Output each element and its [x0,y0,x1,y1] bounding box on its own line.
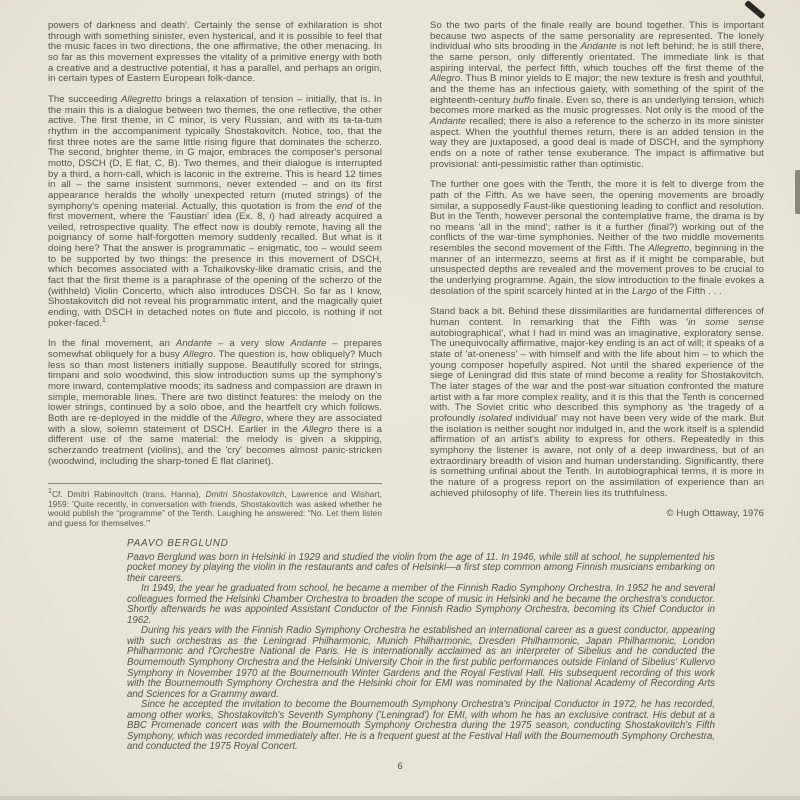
essay-paragraph: The succeeding Allegretto brings a relaxation of tension – initially, that is. In the main this is a dialogue between two themes, the one reflective, the other active. The first theme, in C minor, is very Russian, and with its ta-ta-tum rhythm in the accompaniment typically Shostakovitch. Notice, too, that the first three notes are the same little rising figure that dominates the scherzo. The second, brighter theme, in G major, embraces the composer's personal motto, DSCH (D, E flat, C, B). Two themes, and their dialogue is interrupted by a third, a horn-call, which is laconic in the extreme. This is heard 12 times in all – the same insistent summons, never extended – and on its first appearance heralds the wholly unexpected return (muted strings) of the symphony's opening material. Actually, this quotation is from the end of the first movement, where the 'Faustian' idea (Ex. 8, i) had already acquired a veiled, retrospective quality. The effect now is doubly remote, having all the poignancy of some half-forgotten memory suddenly recalled. But what is it doing here? That the answer is programmatic – enigmatic, too – would seem to be supported by two things: the presence in this movement of DSCH, which becomes associated with a Tchaikovsky-like dramatic crisis, and the fact that the first theme is a paraphrase of the opening of the scherzo of the (withheld) Violin Concerto, which also introduces DSCH. So far as I know, Shostakovitch did not reveal his programmatic intent, and the magically quiet ending, with DSCH in detached notes on flute and piccolo, is nothing if not poker-faced.$^1$ [48,93,382,329]
essay-paragraph: powers of darkness and death'. Certainly the sense of exhilaration is shot through with something sinister, even hysterical, and it is possible to feel that the music faces in two directions, the one affirmative, the other menacing. In so far as this movement expresses the vitality of a primitive energy with both a creative and a destructive potential, it has a parallel, and perhaps an origin, in certain types of Eastern European folk-dance. [48,20,382,85]
footnote-text: $^1$Cf. Dmitri Rabinovitch (trans. Hanna), Dmitri Shostakovitch, Lawrence and Wishart, 1959: 'Quite recently, in conversation with friends, Shostakovitch was asked whether he would publish the “programme” of the Tenth. Laughing he answered: “No. Let them listen and guess for themselves.”' [48,488,382,529]
bio-paragraph: During his years with the Finnish Radio Symphony Orchestra he established an international career as a guest conductor, appearing with such orchestras as the Leningrad Philharmonic, Munich Philharmonic, Dresden Philharmonic, Japan Philharmonic, London Philharmonic and l'Orchestre National de Paris. He is internationally acclaimed as an interpreter of Sibelius and he conducted the Bournemouth Symphony Orchestra and the Helsinki University Choir in the first public performances outside Finland of Sibelius' Kullervo Symphony in November 1970 at the Bournemouth Winter Gardens and the Royal Festival Hall. His subsequent recording of this work with the Bournemouth Symphony Orchestra and the Helsinki choir for EMI was nominated by the National Academy of Recording Arts and Sciences for a Grammy award. [127,625,715,700]
conductor-biography [127,539,715,753]
page-number: 6 [397,761,403,772]
footnote-divider [48,483,382,484]
essay-paragraph: Stand back a bit. Behind these dissimilarities are fundamental differences of human content. In remarking that the Fifth was 'in some sense autobiographical', what I had in mind was an imaginative, exploratory sense. The unequivocally affirmative, major-key ending is an act of will; it speaks of a state of 'at-oneness' – with himself and with the life about him – to which the young composer hopefully aspired. Not until the shared experience of the siege of Leningrad did this state of mind become a reality for Shostakovitch. The later stages of the war and the post-war situation confronted the mature artist with a far more complex reality, and it is this that the Tenth is concerned with. The Soviet critic who described this symphony as 'the tragedy of a profoundly isolated individual' may not have been very wide of the mark. But the isolation is neither sought nor indulged in, and the work itself is a splendid affirmation of an artist's ability to express for others. Repeatedly in this symphony the listener is aware, not only of a deep inwardness, but of an extraordinary breadth of vision and human understanding. Significantly, there is something unfinal about the Tenth. In autobiographical terms, it is more in the nature of a progress report on the assimilation of experience than an achieved philosophy of life. Therein lies its truthfulness. [430,306,764,499]
author-credit: © Hugh Ottaway, 1976 [666,508,764,520]
left-text-column [48,21,382,539]
scan-artifact-top-right [744,0,765,19]
essay-paragraph: In the final movement, an Andante – a very slow Andante – prepares somewhat obliquely for a busy Allegro. The question is, how obliquely? Much less so than most listeners initially suppose. Beautifully scored for strings, timpani and solo woodwind, this slow introduction sums up the symphony's more inward, contemplative moods; its sadness and compassion are drawn in simple, memorable lines. There are two distinct features: the melody on the lower strings, continued by a solo oboe, and the heartfelt cry which follows. Both are re-deployed in the middle of the Allegro, where they are associated with a slow, solemn statement of DSCH. Earlier in the Allegro there is a different use of the same material: the melody is given a skipping, scherzando treatment (violins), and the 'cry' becomes almost panic-stricken (woodwind, including the sharp-toned E flat clarinet). [48,338,383,467]
bio-paragraph: Paavo Berglund was born in Helsinki in 1929 and studied the violin from the age of 11. In 1946, while still at school, he supplemented his pocket money by playing the violin in the restaurants and cafes of Helsinki—a first step common among Finnish musicians embarking on their careers. [127,551,715,584]
essay-paragraph: So the two parts of the finale really are bound together. This is important because two aspects of the same personality are represented. The lonely individual who sits brooding in the Andante is not left behind; he is still there, the same person, only differently orientated. The immediate link is that aspiring interval, the perfect fifth, which touches off the first theme of the Allegro. Thus B minor yields to E major; the new texture is fresh and youthful, and the theme has an infectious gaiety, with something of the spirit of the eighteenth-century buffo finale. Even so, there is an underlying tension, which becomes more marked as the music progresses. Not only is the mood of the Andante recalled; there is also a reference to the scherzo in its more sinister aspect. When the youthful themes return, there is an added tension in the way they are juxtaposed, a good deal is made of DSCH, and the symphony ends on a note of rather tense exuberance. The impact is affirmative but provisional: anti-pessimistic rather than optimistic. [430,20,764,170]
bio-heading: PAAVO BERGLUND [127,538,229,549]
scan-artifact-right-edge [795,170,800,214]
bio-paragraph: In 1949, the year he graduated from school, he became a member of the Finnish Radio Symphony Orchestra. In 1952 he and several colleagues formed the Helsinki Chamber Orchestra to broaden the scope of music in Helsinki and he became the orchestra's conductor. Shortly afterwards he was appointed Assistant Conductor of the Finnish Radio Symphony Orchestra, becoming its Chief Conductor in 1962. [127,583,715,626]
essay-paragraph: The further one goes with the Tenth, the more it is felt to diverge from the path of the Fifth. As we have seen, the opening movements are broadly similar, a supposedly Faust-like questioning leading to conflict and resolution. But in the Tenth, however personal the contemplative frame, the drama is by no means 'all in the mind'; rather is it a further (final?) working out of the conflicts of the war-time symphonies. Neither of the two middle movements resembles the second movement of the Fifth. The Allegretto, beginning in the manner of an intermezzo, seems at first as if it might be comparable, but unsuspected depths are revealed and the movement proves to be crucial to the underlying programme. Again, the slow introduction to the finale evokes a desolation of the spirit scarcely hinted at in the Largo of the Fifth . . . [430,179,764,297]
right-text-column [430,21,764,530]
scan-edge-shadow [0,796,800,800]
bio-paragraph: Since he accepted the invitation to become the Bournemouth Symphony Orchestra's Principal Conductor in 1972, he has recorded, among other works, Shostakovitch's Seventh Symphony ('Leningrad') for EMI, with whom he has an exclusive contract. His debut at a BBC Promenade concert was with the Bournemouth Symphony Orchestra during the 1975 season, conducting Shostakovitch's Fifth Symphony, which was recorded immediately after. He is a frequent guest at the Festival Hall with the Bournemouth Symphony Orchestra, and conducted the 1975 Royal Concert. [127,699,715,753]
